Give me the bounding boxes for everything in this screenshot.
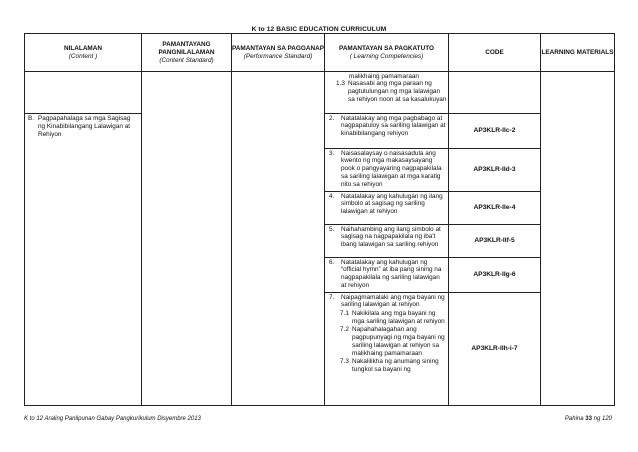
materials-cell	[541, 72, 615, 406]
header-content	[25, 34, 142, 72]
competency-text: Natatalakay ang kahulugan ng “official hymn” at iba pang sining na nagpapakilala ng sariling lalawigan at rehiyon	[341, 258, 442, 290]
competency-number: 3.	[329, 149, 335, 157]
footer-page-label: Pahina	[564, 416, 584, 422]
competency-text: Natatalakay ang mga pagbabago at nagpapatuloy sa sariling lalawigan at kinabibilangang rehiyon	[341, 114, 446, 138]
competency-item	[325, 80, 448, 104]
competency-cell	[325, 225, 449, 258]
header-code	[449, 34, 541, 72]
code-cell: AP3KLR-IIg-6	[449, 258, 541, 293]
header-performance-standard	[232, 34, 325, 72]
content-standard-cell	[142, 72, 232, 406]
competency-sub-item	[325, 310, 448, 326]
competency-continuation-lead: malikhaing pamamaraan	[349, 72, 419, 80]
competency-number: 4.	[329, 192, 335, 200]
header-learning-competencies-sub: ( Learning Competencies)	[349, 52, 424, 60]
performance-standard-cell	[232, 72, 325, 406]
header-learning-competencies-label: PAMANTAYAN SA PAGKATUTO	[339, 44, 434, 52]
header-row	[25, 34, 615, 72]
competency-number: 6.	[329, 258, 335, 266]
document-title: K to 12 BASIC EDUCATION CURRICULUM	[251, 26, 387, 33]
footer-page-number	[565, 416, 612, 422]
competency-text: Naisasalaysay o naisasadula ang kwento ng mga makasaysayang pook o pangyayaring nagpapakilala sa sariling lalawigan at mga karatig nito sa rehiyon	[341, 149, 442, 189]
code-cell	[449, 72, 541, 114]
competency-cell	[325, 72, 449, 114]
competency-number: 7.	[329, 293, 335, 301]
content-item	[25, 114, 141, 139]
footer-page-total: ng 120	[593, 416, 612, 422]
competency-cell	[325, 192, 449, 225]
competency-sub-text: Nakalilikha ng anumang sining tungkol sa bayani ng	[352, 357, 439, 373]
header-content-standard-label: PAMANTAYANG PANGNILALAMAN	[158, 40, 215, 56]
header-content-sub: (Content )	[68, 52, 98, 60]
competency-sub-number: 7.3	[340, 357, 349, 365]
competency-text: Nasasabi ang mga paraan ng pagtutulungan ng mga lalawigan sa rehiyon noon at sa kasalukuyan	[348, 80, 447, 104]
footer-document-name: K to 12 Araling Panlipunan Gabay Pangkurikulum Disyembre 2013	[24, 416, 201, 422]
competency-text: Naipagmamalaki ang mga bayani ng sariling lalawigan at rehiyon	[341, 293, 445, 309]
competency-sub-text: Napahahalagahan ang pagpupunyagi ng mga bayani ng sariling lalawigan at rehiyon sa malikhaing pamamaraan	[352, 326, 445, 357]
header-performance-standard-label: PAMANTAYAN SA PAGGANAP	[232, 44, 324, 52]
content-text: Pagpapahalaga sa mga Sagisag ng Kinabibilangang Lalawigan at Rehiyon	[38, 115, 131, 138]
header-learning-competencies	[325, 34, 449, 72]
header-materials-label: LEARNING MATERIALS	[541, 48, 614, 56]
header-content-label: NILALAMAN	[64, 44, 102, 52]
competency-cell	[325, 149, 449, 192]
header-content-standard	[142, 34, 232, 72]
header-content-standard-sub: (Content Standard)	[159, 56, 214, 64]
competency-sub-number: 7.2	[340, 326, 349, 334]
code-cell: AP3KLR-IId-3	[449, 149, 541, 192]
competency-sub-item	[325, 358, 448, 374]
curriculum-table	[24, 33, 615, 406]
code-cell: AP3KLR-IIc-2	[449, 114, 541, 149]
footer-page-current: 33	[585, 416, 592, 422]
competency-cell	[325, 258, 449, 293]
competency-sub-item	[325, 326, 448, 358]
header-performance-standard-sub: (Performance Standard)	[243, 52, 313, 60]
competency-sub-text: Nakikilala ang mga bayani ng mga sariling lalawigan at rehiyon	[352, 310, 445, 326]
header-materials	[541, 34, 615, 72]
header-code-label: CODE	[485, 48, 504, 56]
competency-number: 5.	[329, 225, 335, 233]
code-cell: AP3KLR-IIf-5	[449, 225, 541, 258]
code-cell: AP3KLR-IIh-i-7	[449, 293, 541, 406]
competency-number: 2.	[329, 114, 335, 122]
competency-text: Natatalakay ang kahulugan ng ilang simbolo at sagisag ng sariling lalawigan at rehiyon	[341, 192, 443, 216]
competency-text: Naihahambing ang ilang simbolo at sagisag na nagpapakilala ng iba't ibang lalawigan sa sariling rehiyon	[341, 225, 441, 249]
table-row	[25, 72, 615, 114]
competency-cell	[325, 293, 449, 406]
competency-cell	[325, 114, 449, 149]
content-cell	[25, 72, 142, 114]
competency-sub-number: 7.1	[340, 310, 349, 318]
content-number: B.	[28, 115, 35, 122]
code-cell: AP3KLR-IIe-4	[449, 192, 541, 225]
competency-number: 1.3	[336, 80, 345, 88]
content-cell	[25, 114, 142, 406]
